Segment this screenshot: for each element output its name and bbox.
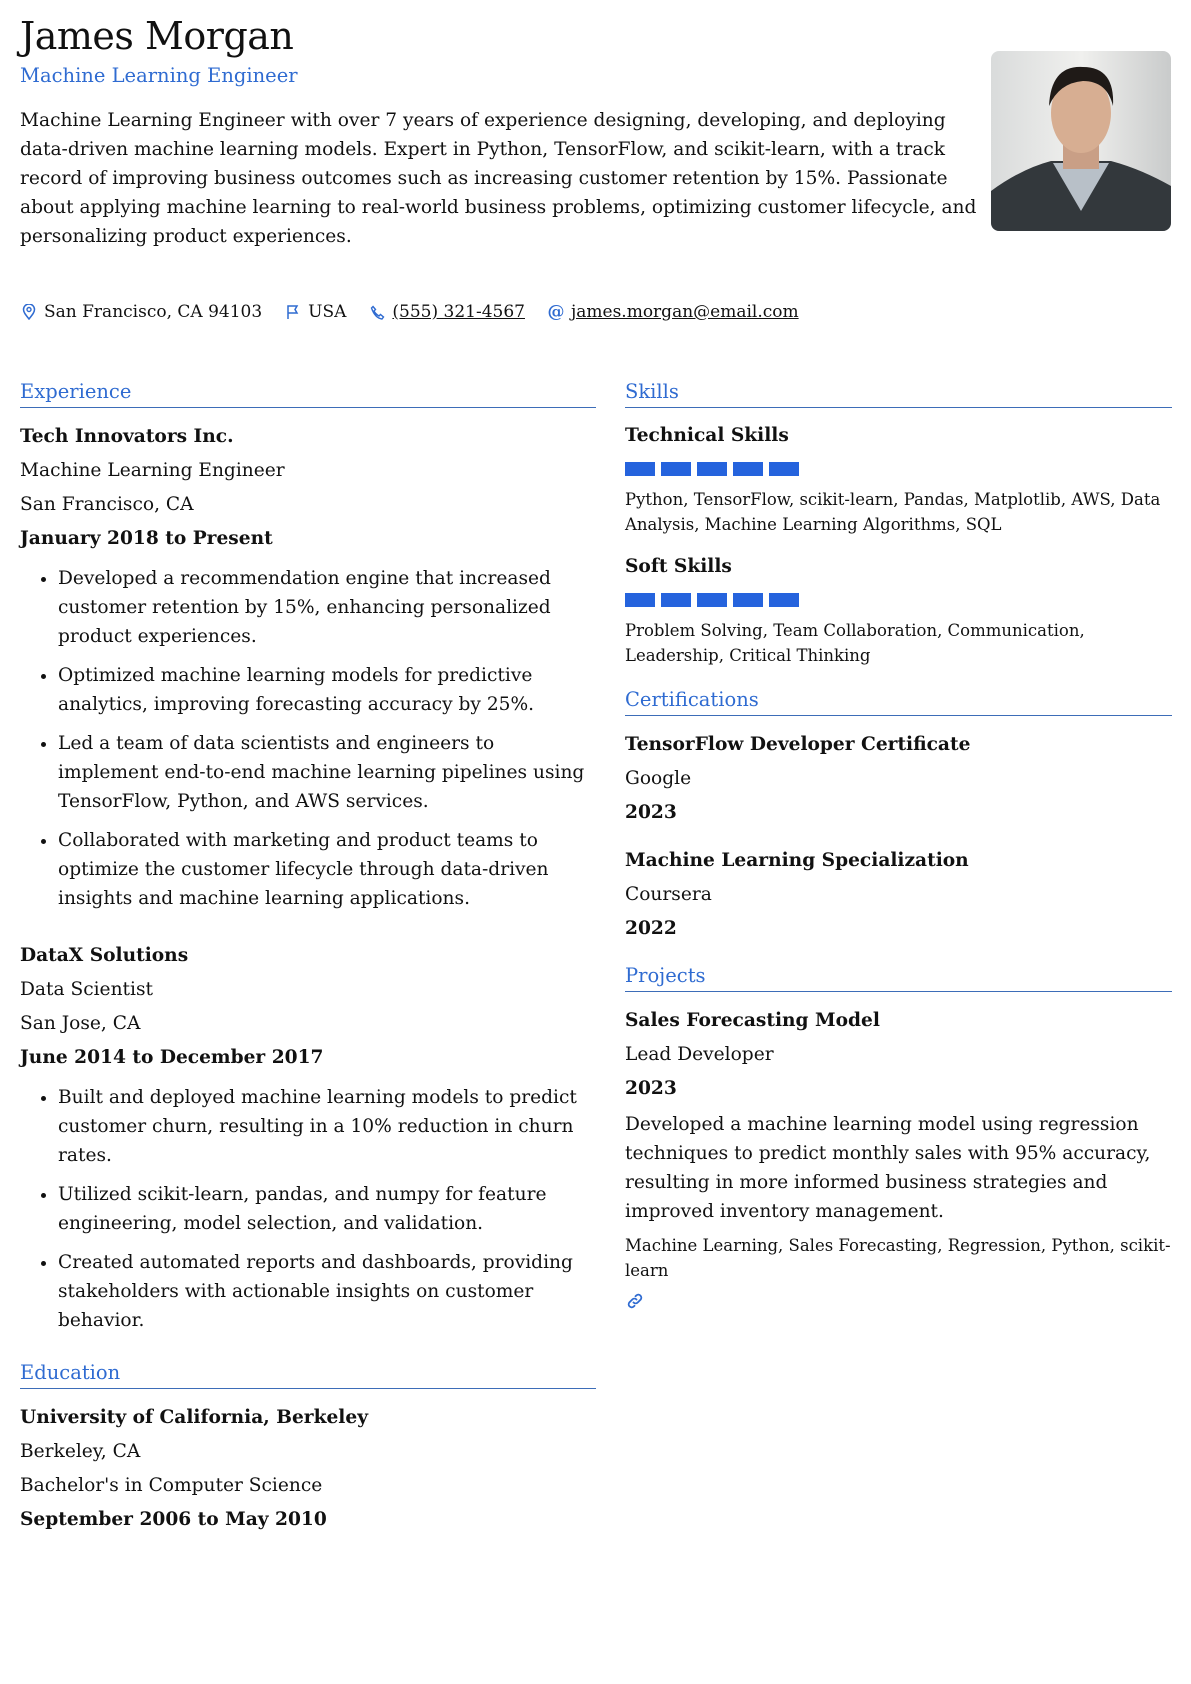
job-entry bbox=[20, 420, 596, 913]
skill-level-bar bbox=[697, 593, 727, 607]
skill-level-bar bbox=[733, 593, 763, 607]
link-icon[interactable] bbox=[625, 1291, 645, 1311]
certification-entry bbox=[625, 844, 1172, 946]
phone-icon bbox=[368, 303, 386, 321]
project-name: Sales Forecasting Model bbox=[625, 1010, 880, 1031]
skill-level-bar bbox=[697, 462, 727, 476]
education-degree: Bachelor's in Computer Science bbox=[20, 1475, 323, 1496]
job-bullet: • Created automated reports and dashboards, providing stakeholders with actionable insights on customer behavior. bbox=[58, 1248, 596, 1335]
phone-link[interactable]: (555) 321-4567 bbox=[392, 302, 525, 322]
job-dates: June 2014 to December 2017 bbox=[20, 1047, 324, 1068]
location-pin-icon bbox=[20, 303, 38, 321]
skill-level-bar bbox=[661, 462, 691, 476]
at-sign-icon: @ bbox=[547, 302, 565, 322]
education-heading: Education bbox=[20, 1361, 596, 1389]
skill-level-bar bbox=[733, 462, 763, 476]
job-location: San Jose, CA bbox=[20, 1013, 141, 1034]
certification-name: TensorFlow Developer Certificate bbox=[625, 734, 971, 755]
job-bullet: • Optimized machine learning models for predictive analytics, improving forecasting accuracy by 25%. bbox=[58, 661, 596, 719]
certification-issuer: Google bbox=[625, 768, 692, 789]
skill-level-bar bbox=[769, 593, 799, 607]
skill-items: Problem Solving, Team Collaboration, Communication, Leadership, Critical Thinking bbox=[625, 621, 1085, 665]
project-year: 2023 bbox=[625, 1078, 677, 1099]
certification-issuer: Coursera bbox=[625, 884, 712, 905]
project-tags: Machine Learning, Sales Forecasting, Regression, Python, scikit-learn bbox=[625, 1236, 1171, 1280]
job-role: Machine Learning Engineer bbox=[20, 460, 285, 481]
experience-heading: Experience bbox=[20, 380, 596, 408]
job-bullet: • Built and deployed machine learning models to predict customer churn, resulting in a 10% reduction in churn rates. bbox=[58, 1083, 596, 1170]
job-bullet: • Developed a recommendation engine that increased customer retention by 15%, enhancing personalized product experiences. bbox=[58, 564, 596, 651]
skill-level-bar bbox=[661, 593, 691, 607]
profile-photo bbox=[991, 51, 1171, 231]
job-dates: January 2018 to Present bbox=[20, 528, 273, 549]
job-company: DataX Solutions bbox=[20, 945, 189, 966]
job-bullets bbox=[58, 564, 596, 913]
certification-entry bbox=[625, 728, 1172, 830]
skill-group-name: Technical Skills bbox=[625, 425, 789, 446]
skill-level-bars bbox=[625, 593, 1172, 607]
skill-group-name: Soft Skills bbox=[625, 556, 732, 577]
flag-icon bbox=[284, 303, 302, 321]
job-bullets bbox=[58, 1083, 596, 1335]
project-entry bbox=[625, 1004, 1172, 1311]
skills-heading: Skills bbox=[625, 380, 1172, 408]
email-link[interactable]: james.morgan@email.com bbox=[570, 302, 799, 322]
project-description: Developed a machine learning model using regression techniques to predict monthly sales with 95% accuracy, resulting in more informed business strategies and improved inventory management. bbox=[625, 1114, 1151, 1222]
contact-bar bbox=[20, 302, 799, 322]
job-location: San Francisco, CA bbox=[20, 494, 194, 515]
skill-level-bar bbox=[769, 462, 799, 476]
education-school: University of California, Berkeley bbox=[20, 1407, 368, 1428]
skill-items: Python, TensorFlow, scikit-learn, Pandas, Matplotlib, AWS, Data Analysis, Machine Learning Algorithms, SQL bbox=[625, 490, 1161, 534]
skill-level-bar bbox=[625, 593, 655, 607]
projects-heading: Projects bbox=[625, 964, 1172, 992]
summary: Machine Learning Engineer with over 7 years of experience designing, developing, and deploying data-driven machine learning models. Expert in Python, TensorFlow, and scikit-learn, with a track record of improving business outcomes such as increasing customer retention by 15%. Passionate about applying machine learning to real-world business problems, optimizing customer lifecycle, and personalizing product experiences. bbox=[20, 110, 977, 247]
contact-location: San Francisco, CA 94103 bbox=[44, 302, 263, 322]
job-company: Tech Innovators Inc. bbox=[20, 426, 234, 447]
education-location: Berkeley, CA bbox=[20, 1441, 141, 1462]
skill-level-bar bbox=[625, 462, 655, 476]
job-role: Data Scientist bbox=[20, 979, 153, 1000]
job-bullet: • Led a team of data scientists and engineers to implement end-to-end machine learning pipelines using TensorFlow, Python, and AWS services. bbox=[58, 729, 596, 816]
project-role: Lead Developer bbox=[625, 1044, 774, 1065]
contact-country: USA bbox=[308, 302, 347, 322]
job-entry bbox=[20, 939, 596, 1335]
education-dates: September 2006 to May 2010 bbox=[20, 1509, 327, 1530]
certification-name: Machine Learning Specialization bbox=[625, 850, 969, 871]
right-column bbox=[625, 380, 1172, 1311]
job-bullet: • Utilized scikit-learn, pandas, and numpy for feature engineering, model selection, and validation. bbox=[58, 1180, 596, 1238]
certification-year: 2023 bbox=[625, 802, 677, 823]
candidate-name: James Morgan bbox=[20, 14, 294, 58]
skill-level-bars bbox=[625, 462, 1172, 476]
left-column bbox=[20, 380, 596, 1537]
job-bullet: • Collaborated with marketing and product teams to optimize the customer lifecycle through data-driven insights and machine learning applications. bbox=[58, 826, 596, 913]
candidate-title: Machine Learning Engineer bbox=[20, 64, 298, 87]
certifications-heading: Certifications bbox=[625, 688, 1172, 716]
certification-year: 2022 bbox=[625, 918, 677, 939]
